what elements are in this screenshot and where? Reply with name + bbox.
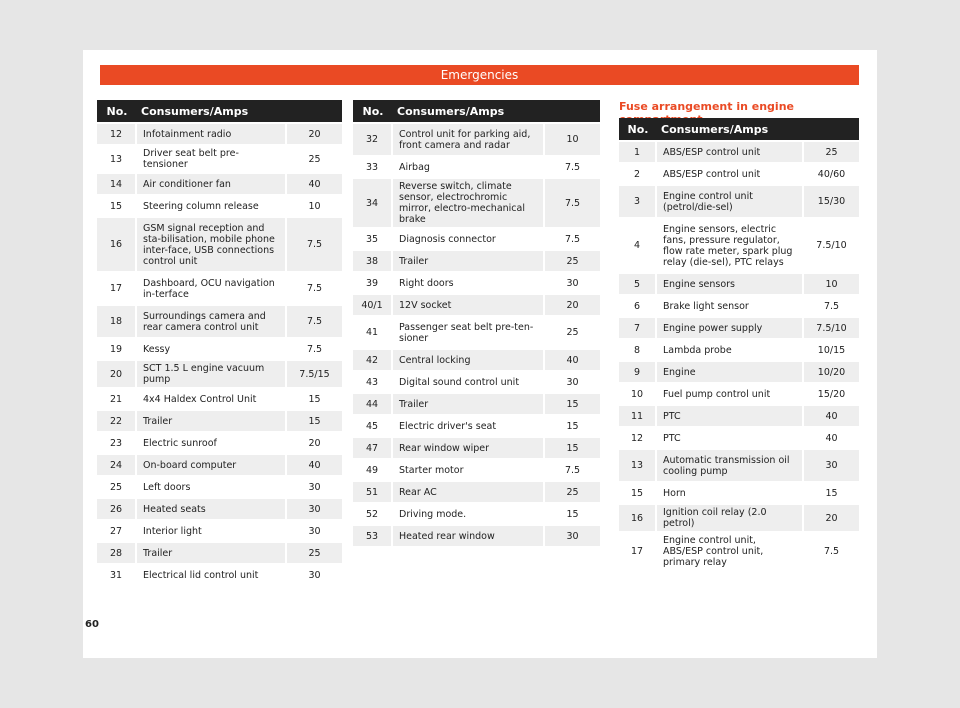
fuse-amps: 40 (804, 428, 859, 448)
fuse-consumer: Ignition coil relay (2.0 petrol) (657, 505, 804, 531)
fuse-number: 14 (97, 174, 137, 194)
table-row (353, 251, 600, 271)
table-row (353, 394, 600, 414)
table-row (97, 411, 342, 431)
table-row (97, 146, 342, 172)
table-row (619, 483, 859, 503)
fuse-amps: 15 (545, 504, 600, 524)
fuse-consumer: Dashboard, OCU navigation in-terface (137, 273, 287, 304)
fuse-amps: 7.5/10 (804, 219, 859, 272)
table-row (353, 273, 600, 293)
fuse-consumer: Air conditioner fan (137, 174, 287, 194)
fuse-number: 18 (97, 306, 137, 337)
fuse-amps: 25 (545, 251, 600, 271)
fuse-number: 23 (97, 433, 137, 453)
fuse-number: 31 (97, 565, 137, 585)
fuse-consumer: Engine control unit (petrol/die-sel) (657, 186, 804, 217)
table-row (97, 543, 342, 563)
fuse-amps: 7.5 (287, 273, 342, 304)
fuse-consumer: Engine power supply (657, 318, 804, 338)
table-row (619, 505, 859, 531)
fuse-number: 40/1 (353, 295, 393, 315)
fuse-consumer: 12V socket (393, 295, 545, 315)
fuse-consumer: Driving mode. (393, 504, 545, 524)
fuse-consumer: Lambda probe (657, 340, 804, 360)
column-header-no: No. (619, 118, 657, 140)
fuse-consumer: Electric sunroof (137, 433, 287, 453)
fuse-number: 47 (353, 438, 393, 458)
fuse-amps: 10 (545, 124, 600, 155)
table-row (97, 196, 342, 216)
fuse-consumer: Left doors (137, 477, 287, 497)
fuse-number: 13 (619, 450, 657, 481)
fuse-number: 41 (353, 317, 393, 348)
fuse-amps: 7.5 (804, 533, 859, 570)
fuse-amps: 15 (287, 389, 342, 409)
fuse-consumer: Passenger seat belt pre-ten-sioner (393, 317, 545, 348)
fuse-number: 16 (97, 218, 137, 271)
fuse-consumer: Kessy (137, 339, 287, 359)
table-row (353, 416, 600, 436)
fuse-amps: 7.5 (287, 339, 342, 359)
table-row (619, 186, 859, 217)
table-row (619, 274, 859, 294)
table-row (619, 384, 859, 404)
fuse-number: 15 (97, 196, 137, 216)
fuse-amps: 30 (287, 565, 342, 585)
fuse-number: 34 (353, 179, 393, 227)
table-row (353, 526, 600, 546)
fuse-number: 12 (97, 124, 137, 144)
section-banner: Emergencies (100, 65, 859, 85)
fuse-consumer: Reverse switch, climate sensor, electrochromic mirror, electro-mechanical brake (393, 179, 545, 227)
fuse-amps: 10 (804, 274, 859, 294)
table-row (619, 428, 859, 448)
table-row (353, 179, 600, 227)
fuse-number: 11 (619, 406, 657, 426)
fuse-consumer: PTC (657, 428, 804, 448)
fuse-consumer: Heated seats (137, 499, 287, 519)
fuse-amps: 15/30 (804, 186, 859, 217)
fuse-amps: 30 (287, 499, 342, 519)
table-row (619, 142, 859, 162)
fuse-number: 1 (619, 142, 657, 162)
fuse-amps: 25 (545, 482, 600, 502)
fuse-amps: 20 (545, 295, 600, 315)
fuse-consumer: Right doors (393, 273, 545, 293)
table-row (353, 124, 600, 155)
table-row (353, 460, 600, 480)
fuse-consumer: Electrical lid control unit (137, 565, 287, 585)
fuse-number: 33 (353, 157, 393, 177)
fuse-number: 38 (353, 251, 393, 271)
table-row (353, 482, 600, 502)
fuse-number: 22 (97, 411, 137, 431)
fuse-amps: 20 (287, 433, 342, 453)
table-row (353, 350, 600, 370)
table-row (619, 340, 859, 360)
fuse-amps: 15 (804, 483, 859, 503)
column-header-no: No. (353, 100, 393, 122)
fuse-number: 10 (619, 384, 657, 404)
fuse-amps: 40 (804, 406, 859, 426)
fuse-amps: 40 (287, 455, 342, 475)
fuse-consumer: Trailer (137, 411, 287, 431)
fuse-number: 16 (619, 505, 657, 531)
fuse-number: 12 (619, 428, 657, 448)
fuse-number: 32 (353, 124, 393, 155)
fuse-number: 13 (97, 146, 137, 172)
fuse-consumer: Rear window wiper (393, 438, 545, 458)
fuse-table-interior-2 (353, 98, 600, 548)
fuse-consumer: Control unit for parking aid, front camera and radar (393, 124, 545, 155)
fuse-number: 17 (97, 273, 137, 304)
table-row (619, 296, 859, 316)
fuse-amps: 30 (287, 521, 342, 541)
fuse-consumer: ABS/ESP control unit (657, 164, 804, 184)
fuse-consumer: Engine sensors, electric fans, pressure regulator, flow rate meter, spark plug relay (die-sel), PTC relays (657, 219, 804, 272)
table-row (619, 362, 859, 382)
fuse-amps: 7.5 (804, 296, 859, 316)
fuse-amps: 30 (545, 372, 600, 392)
fuse-consumer: Heated rear window (393, 526, 545, 546)
fuse-number: 21 (97, 389, 137, 409)
fuse-number: 52 (353, 504, 393, 524)
fuse-consumer: Trailer (393, 251, 545, 271)
table-row (97, 455, 342, 475)
table-row (619, 450, 859, 481)
fuse-amps: 40 (287, 174, 342, 194)
table-row (97, 433, 342, 453)
fuse-amps: 15/20 (804, 384, 859, 404)
table-row (97, 361, 342, 387)
fuse-number: 2 (619, 164, 657, 184)
fuse-amps: 40 (545, 350, 600, 370)
table-row (97, 499, 342, 519)
column-header-consumers: Consumers/Amps (393, 100, 600, 122)
fuse-number: 49 (353, 460, 393, 480)
column-header-no: No. (97, 100, 137, 122)
fuse-consumer: Brake light sensor (657, 296, 804, 316)
table-row (97, 306, 342, 337)
fuse-consumer: Starter motor (393, 460, 545, 480)
table-row (97, 389, 342, 409)
fuse-consumer: Engine sensors (657, 274, 804, 294)
fuse-number: 35 (353, 229, 393, 249)
fuse-number: 6 (619, 296, 657, 316)
fuse-amps: 30 (804, 450, 859, 481)
fuse-consumer: Central locking (393, 350, 545, 370)
fuse-amps: 15 (545, 394, 600, 414)
table-row (97, 477, 342, 497)
fuse-amps: 25 (287, 543, 342, 563)
fuse-number: 5 (619, 274, 657, 294)
fuse-consumer: Trailer (393, 394, 545, 414)
table-row (97, 521, 342, 541)
fuse-number: 8 (619, 340, 657, 360)
table-row (353, 438, 600, 458)
table-row (97, 218, 342, 271)
fuse-amps: 7.5 (545, 179, 600, 227)
fuse-amps: 30 (287, 477, 342, 497)
fuse-consumer: Horn (657, 483, 804, 503)
fuse-amps: 20 (804, 505, 859, 531)
fuse-amps: 25 (804, 142, 859, 162)
fuse-number: 15 (619, 483, 657, 503)
fuse-number: 4 (619, 219, 657, 272)
manual-page (83, 50, 877, 658)
fuse-consumer: Fuel pump control unit (657, 384, 804, 404)
table-row (619, 219, 859, 272)
fuse-amps: 30 (545, 526, 600, 546)
fuse-number: 24 (97, 455, 137, 475)
table-row (353, 317, 600, 348)
table-row (353, 229, 600, 249)
fuse-amps: 15 (287, 411, 342, 431)
column-header-consumers: Consumers/Amps (137, 100, 342, 122)
fuse-number: 7 (619, 318, 657, 338)
fuse-consumer: SCT 1.5 L engine vacuum pump (137, 361, 287, 387)
fuse-number: 17 (619, 533, 657, 570)
fuse-amps: 25 (545, 317, 600, 348)
fuse-amps: 7.5/15 (287, 361, 342, 387)
page-number: 60 (85, 619, 99, 630)
fuse-amps: 10 (287, 196, 342, 216)
fuse-amps: 7.5 (545, 229, 600, 249)
table-row (353, 504, 600, 524)
column-header-consumers: Consumers/Amps (657, 118, 859, 140)
fuse-number: 39 (353, 273, 393, 293)
fuse-amps: 7.5 (545, 157, 600, 177)
table-row (97, 124, 342, 144)
fuse-number: 26 (97, 499, 137, 519)
fuse-consumer: Rear AC (393, 482, 545, 502)
fuse-table-engine (619, 116, 859, 572)
fuse-amps: 15 (545, 416, 600, 436)
table-row (353, 295, 600, 315)
fuse-number: 19 (97, 339, 137, 359)
fuse-number: 51 (353, 482, 393, 502)
table-row (97, 339, 342, 359)
fuse-table-interior-1 (97, 98, 342, 587)
fuse-consumer: Surroundings camera and rear camera control unit (137, 306, 287, 337)
fuse-number: 9 (619, 362, 657, 382)
table-row (619, 406, 859, 426)
fuse-number: 20 (97, 361, 137, 387)
fuse-consumer: Electric driver's seat (393, 416, 545, 436)
table-row (619, 533, 859, 570)
fuse-amps: 30 (545, 273, 600, 293)
fuse-consumer: Driver seat belt pre-tensioner (137, 146, 287, 172)
fuse-consumer: PTC (657, 406, 804, 426)
fuse-consumer: GSM signal reception and sta-bilisation, mobile phone inter-face, USB connections control unit (137, 218, 287, 271)
fuse-amps: 7.5 (545, 460, 600, 480)
fuse-consumer: On-board computer (137, 455, 287, 475)
fuse-amps: 10/20 (804, 362, 859, 382)
section-title: Fuse arrangement in engine (619, 100, 794, 113)
fuse-number: 42 (353, 350, 393, 370)
fuse-amps: 7.5 (287, 218, 342, 271)
fuse-amps: 7.5/10 (804, 318, 859, 338)
fuse-number: 44 (353, 394, 393, 414)
table-row (97, 273, 342, 304)
fuse-consumer: Steering column release (137, 196, 287, 216)
fuse-number: 25 (97, 477, 137, 497)
fuse-amps: 25 (287, 146, 342, 172)
table-row (97, 565, 342, 585)
fuse-consumer: 4x4 Haldex Control Unit (137, 389, 287, 409)
fuse-number: 45 (353, 416, 393, 436)
table-row (97, 174, 342, 194)
fuse-number: 43 (353, 372, 393, 392)
fuse-number: 28 (97, 543, 137, 563)
table-row (353, 157, 600, 177)
table-row (619, 164, 859, 184)
fuse-consumer: Airbag (393, 157, 545, 177)
fuse-consumer: Digital sound control unit (393, 372, 545, 392)
fuse-consumer: Engine control unit, ABS/ESP control unit, primary relay (657, 533, 804, 570)
fuse-consumer: Engine (657, 362, 804, 382)
fuse-amps: 10/15 (804, 340, 859, 360)
fuse-amps: 20 (287, 124, 342, 144)
table-row (619, 318, 859, 338)
table-row (353, 372, 600, 392)
fuse-number: 27 (97, 521, 137, 541)
fuse-amps: 15 (545, 438, 600, 458)
fuse-number: 53 (353, 526, 393, 546)
fuse-number: 3 (619, 186, 657, 217)
fuse-consumer: Automatic transmission oil cooling pump (657, 450, 804, 481)
fuse-consumer: Diagnosis connector (393, 229, 545, 249)
fuse-consumer: ABS/ESP control unit (657, 142, 804, 162)
fuse-amps: 40/60 (804, 164, 859, 184)
fuse-consumer: Trailer (137, 543, 287, 563)
fuse-consumer: Infotainment radio (137, 124, 287, 144)
fuse-consumer: Interior light (137, 521, 287, 541)
fuse-amps: 7.5 (287, 306, 342, 337)
